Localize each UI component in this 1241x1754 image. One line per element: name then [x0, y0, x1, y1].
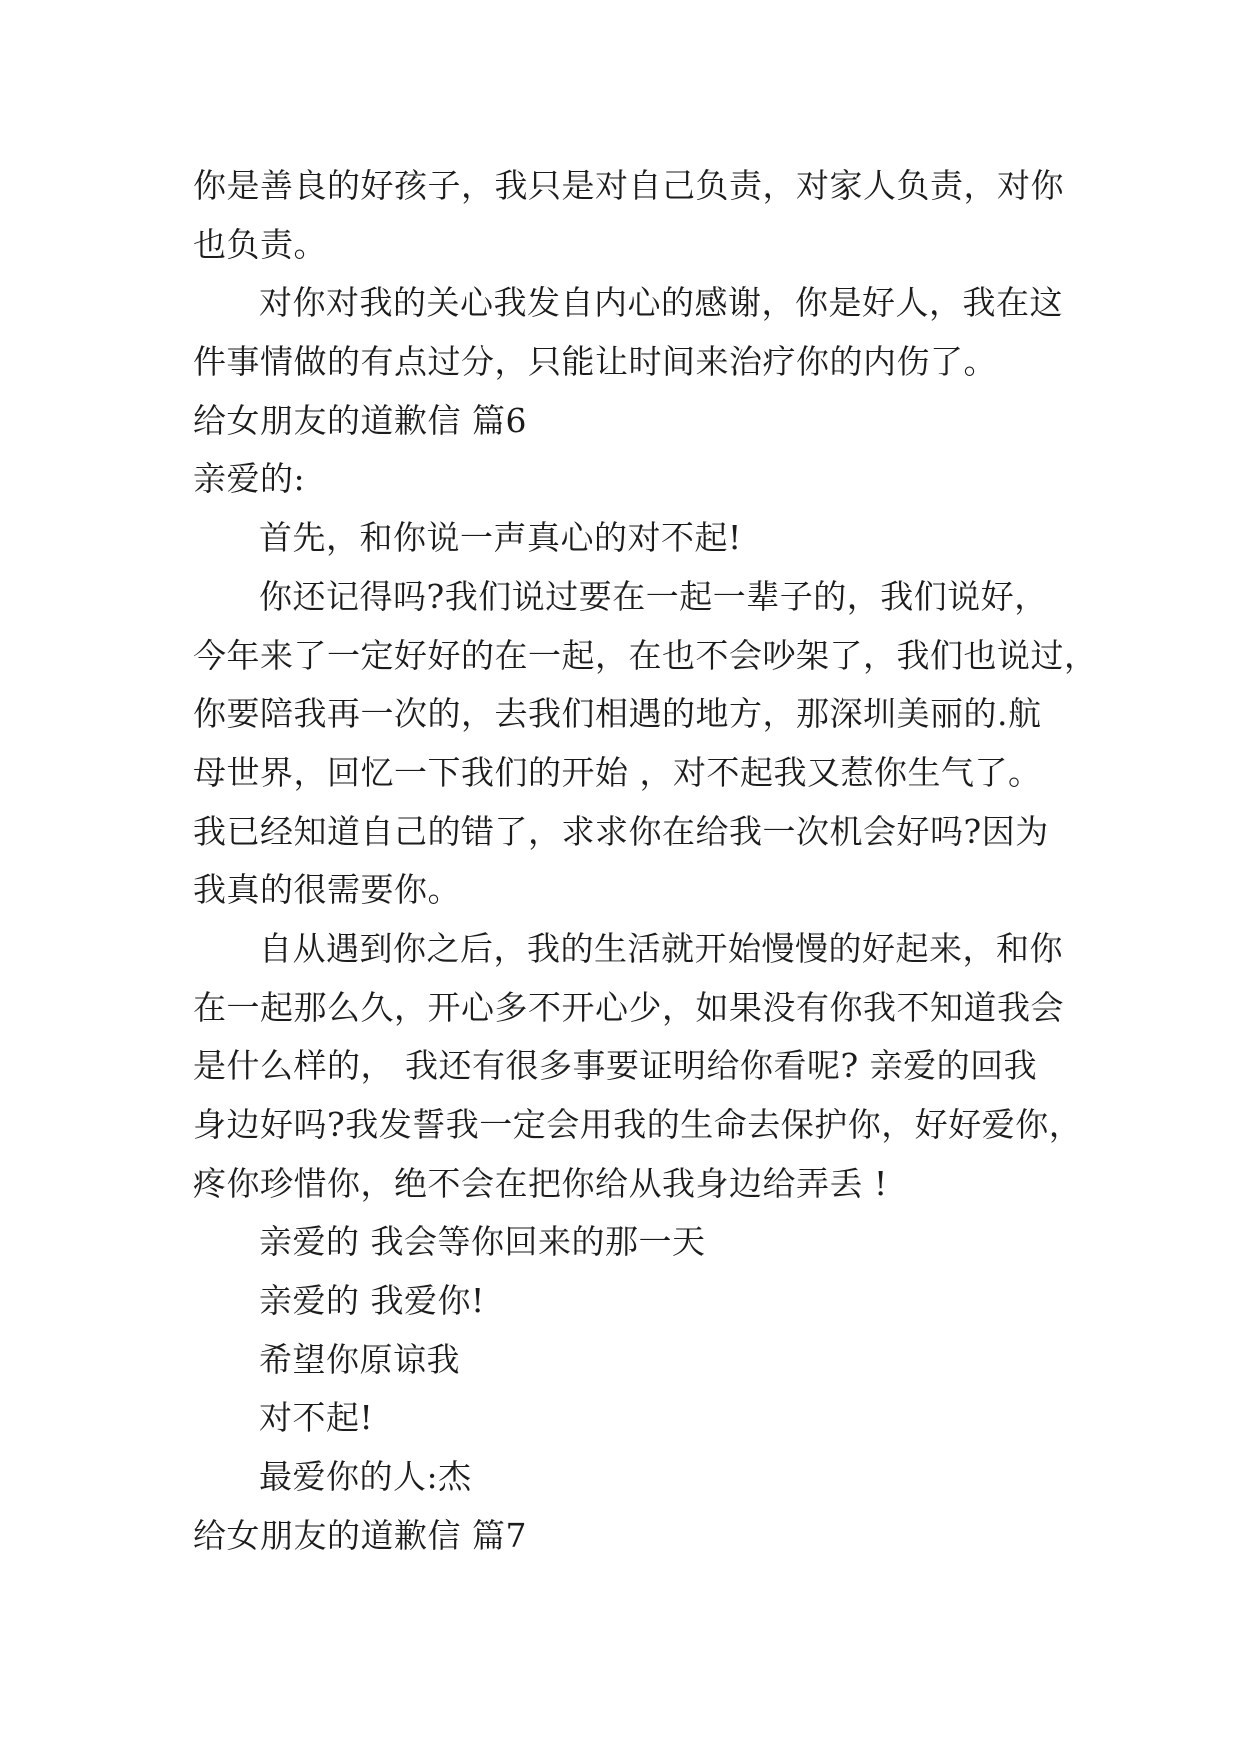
- closing-line: 亲爱的 我爱你!: [259, 1281, 485, 1321]
- paragraph: [193, 157, 1241, 274]
- text-line: 是什么样的， 我还有很多事要证明给你看呢? 亲爱的回我: [193, 1046, 1038, 1086]
- paragraph: [193, 568, 1241, 920]
- text-line: 在一起那么久，开心多不开心少，如果没有你我不知道我会: [193, 987, 1064, 1027]
- text-line: 你要陪我再一次的，去我们相遇的地方，那深圳美丽的.航: [193, 694, 1042, 734]
- text-line: 对你对我的关心我发自内心的感谢，你是好人，我在这: [259, 283, 1063, 323]
- paragraph: [193, 509, 1241, 568]
- previous-letter: [193, 157, 1241, 392]
- text-line: 自从遇到你之后，我的生活就开始慢慢的好起来，和你: [259, 928, 1063, 968]
- text-line: 疼你珍惜你，绝不会在把你给从我身边给弄丢 !: [193, 1163, 888, 1203]
- signature: 最爱你的人:杰: [259, 1457, 472, 1497]
- text-line: 我真的很需要你。: [193, 870, 461, 910]
- text-line: 你是善良的好孩子，我只是对自己负责，对家人负责，对你: [193, 166, 1064, 205]
- text-line: 首先，和你说一声真心的对不起!: [259, 518, 742, 558]
- text-line: 母世界，回忆一下我们的开始 ，对不起我又惹你生气了。: [193, 752, 1042, 792]
- closing-line: 希望你原谅我: [259, 1339, 460, 1379]
- text-line: 你还记得吗?我们说过要在一起一辈子的，我们说好，: [259, 576, 1048, 616]
- paragraph: [193, 274, 1241, 391]
- text-line: 也负责。: [193, 224, 327, 264]
- closing-line: 对不起!: [259, 1398, 374, 1438]
- closing: [193, 1213, 1241, 1448]
- text-line: 今年来了一定好好的在一起，在也不会吵架了，我们也说过，: [193, 635, 1098, 675]
- text-line: 我已经知道自己的错了，求求你在给我一次机会好吗?因为: [193, 811, 1049, 851]
- text-line: 件事情做的有点过分，只能让时间来治疗你的内伤了。: [193, 342, 997, 382]
- letter-heading: 给女朋友的道歉信 篇7: [193, 1515, 527, 1555]
- closing-line: 亲爱的 我会等你回来的那一天: [259, 1222, 706, 1262]
- paragraph: [193, 920, 1241, 1213]
- salutation: 亲爱的:: [193, 459, 306, 499]
- letter-heading: 给女朋友的道歉信 篇6: [193, 400, 527, 440]
- text-line: 身边好吗?我发誓我一定会用我的生命去保护你，好好爱你，: [193, 1105, 1083, 1144]
- letter-7: [193, 1507, 1241, 1566]
- letter-6: [193, 392, 1241, 1507]
